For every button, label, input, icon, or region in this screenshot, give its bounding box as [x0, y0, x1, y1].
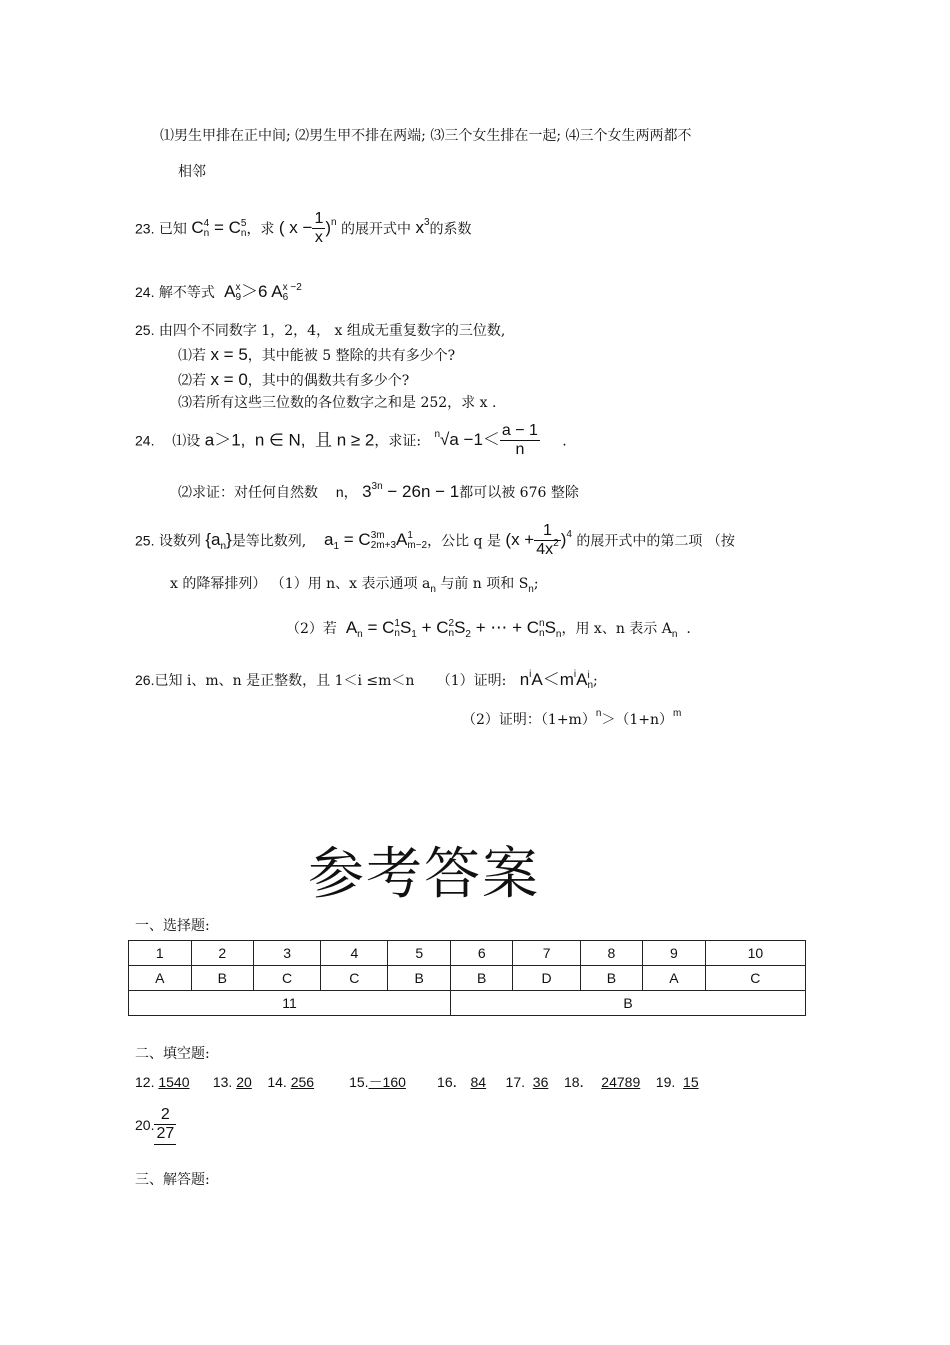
- problem-25a-q3: ⑶若所有这些三位数的各位数字之和是 252，求 x .: [178, 395, 497, 411]
- math-An-sum: $A_n = C1$ $nS_1 + C2$ $nS_2$ + ⋯ + Cn $nS_n$: [345, 617, 562, 640]
- math-x3: $x^3$: [415, 217, 430, 238]
- math-a1: $a_1 = C3m$ 2m+3A1 m−2: [324, 529, 428, 553]
- table-cell: B: [450, 991, 805, 1016]
- table-cell: C: [254, 966, 321, 991]
- table-row: [129, 966, 806, 991]
- table-cell: A: [643, 966, 706, 991]
- problem-24a: 24. 解不等式 Ax 9＞6 Ax −2 6: [135, 281, 302, 303]
- table-cell: 8: [580, 941, 643, 966]
- table-cell: 11: [129, 991, 451, 1016]
- problem-22-parts-cont: 相邻: [178, 164, 206, 180]
- table-cell: 6: [450, 941, 513, 966]
- problem-25a-q1: ⑴若 x = 5，其中能被 5 整除的共有多少个?: [178, 345, 456, 364]
- table-cell: 2: [191, 941, 254, 966]
- math-root-inequality: $^n$√a −1＜ $\frac{a - 1}{n}$: [434, 422, 538, 459]
- section-choice-heading: 一、选择题:: [135, 918, 210, 934]
- table-cell: 3: [254, 941, 321, 966]
- choice-answer-table: [128, 940, 806, 1016]
- math-binomial-q: (x + $\frac{1}{4x^2}$ )$^4$: [505, 522, 572, 559]
- table-cell: 4: [321, 941, 388, 966]
- fraction: $\frac{2}{27}$: [154, 1106, 176, 1145]
- table-cell: B: [580, 966, 643, 991]
- problem-24b-q2: ⑵求证：对任何自然数 n， $3^{3n} - 26n - 1$都可以被 676 整除: [178, 481, 579, 501]
- table-cell: 5: [388, 941, 451, 966]
- section-solution-heading: 三、解答题:: [135, 1172, 210, 1188]
- table-cell: D: [513, 966, 580, 991]
- problem-25b-line2: x 的降幂排列） （1）用 n、x 表示通项 $a_n$ 与前 n 项和 $S_n$;: [170, 576, 539, 595]
- problem-25b-q2: （2）若 $A_n = C1$ $nS_1 + C2$ $nS_2$ + ⋯ + Cn $nS_n$，用 x、n 表示 $A_n$ .: [286, 617, 691, 640]
- table-cell: B: [388, 966, 451, 991]
- fill-answer-20: 20. $\frac{2}{27}$: [135, 1106, 176, 1145]
- table-cell: 10: [705, 941, 805, 966]
- problem-25b: 25. 设数列 $\{a_n\}$是等比数列, $a_1 = C3m$ 2m+3A1 m−2，公比 q 是 (x + $\frac{1}{4x^2}$ )$^4$ 的展开式中的第二项 （按: [135, 522, 735, 559]
- table-cell: 9: [643, 941, 706, 966]
- math-binomial-eq: C4 n = C5 n: [191, 217, 247, 239]
- table-cell: B: [191, 966, 254, 991]
- table-cell: B: [450, 966, 513, 991]
- problem-26: 26.已知 i、m、n 是正整数，且 1＜i ≤m＜n （1）证明: $n^iA<m^iAi$ n;: [135, 669, 598, 691]
- section-fill-heading: 二、填空题:: [135, 1046, 210, 1062]
- table-cell: A: [129, 966, 192, 991]
- answer-title: 参考答案: [308, 842, 540, 907]
- table-cell: C: [321, 966, 388, 991]
- table-cell: 7: [513, 941, 580, 966]
- math-expression: ( x − $\frac{1}{x}$ )$^n$: [278, 210, 337, 247]
- problem-25a-q2: ⑵若 x = 0，其中的偶数共有多少个?: [178, 370, 410, 389]
- problem-25a: 25. 由四个不同数字 1，2，4， x 组成无重复数字的三位数,: [135, 322, 506, 339]
- table-header-row: [129, 941, 806, 966]
- problem-23: 23. 已知 C4 n = C5 n，求 ( x − $\frac{1}{x}$ )$^n$ 的展开式中 $x^3$的系数: [135, 210, 472, 247]
- math-inequality: Ax 9＞6 Ax −2 6: [219, 281, 302, 303]
- table-cell: 1: [129, 941, 192, 966]
- problem-22-parts: ⑴男生甲排在正中间; ⑵男生甲不排在两端; ⑶三个女生排在一起; ⑷三个女生两两都不: [160, 128, 692, 144]
- table-row: [129, 991, 806, 1016]
- fill-answers: 12. 1540 13. 20 14. 256 15.－160 16． 84 17. 36 18． 24789 19. 15: [135, 1074, 699, 1090]
- problem-26-q2: （2）证明：$(1+m)^n>(1+n)^m$: [462, 708, 682, 728]
- problem-24b-q1: 24. ⑴设 a＞1, n ∈ N, 且 n ≥ 2，求证: $^n$√a −1＜ $\frac{a - 1}{n}$ .: [135, 422, 567, 459]
- table-cell: C: [705, 966, 805, 991]
